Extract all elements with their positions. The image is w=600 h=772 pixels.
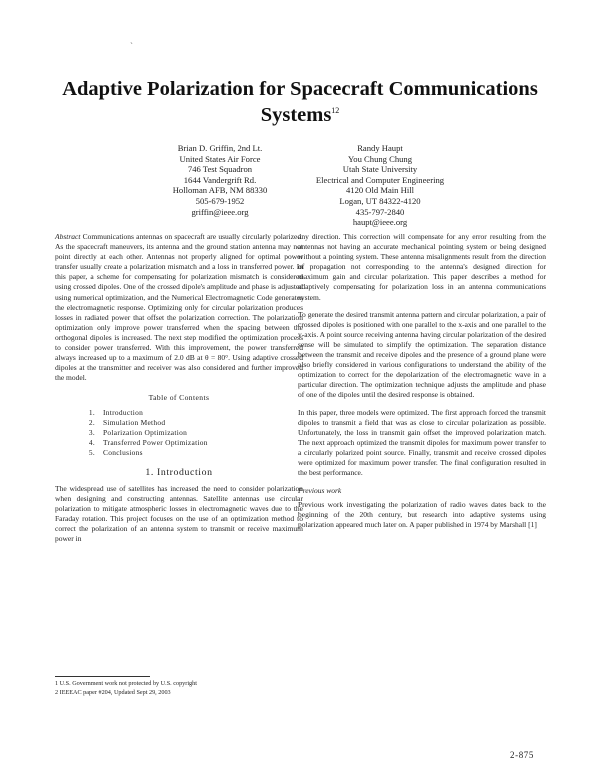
author-line: Brian D. Griffin, 2nd Lt.	[177, 143, 263, 153]
author-email: haupt@ieee.org	[352, 217, 408, 228]
abstract	[55, 232, 303, 383]
toc-label: Introduction	[103, 407, 144, 417]
author-line: 746 Test Squadron	[187, 164, 253, 175]
author-line: 1644 Vandergrift Rd.	[183, 174, 257, 185]
left-column	[55, 232, 303, 551]
toc-item	[55, 438, 303, 448]
subheading-previous-work: Previous work	[298, 486, 342, 496]
toc-label: Simulation Method	[103, 417, 166, 427]
toc-item	[55, 408, 303, 418]
toc-number: 3.	[88, 427, 95, 437]
author-line: Utah State University	[342, 164, 418, 175]
footnote: 1 U.S. Government work not protected by U.S. copyright	[55, 680, 197, 687]
author-line: Electrical and Computer Engineering	[315, 174, 445, 185]
abstract-text: Communications antennas on spacecraft are usually circularly polarized. As the spacecraft maneuvers, its antenna and the ground station antenna may not point directly at each other. Antennas not properly aligned for optimal power transfer usually create a polarization mismatch and a loss in transferred power. In this paper, a scheme for compensating for polarization mismatch is considered using crossed dipoles. One of the crossed dipole's amplitude and phase is adjusted using numerical optimization, and the Numerical Electromagnetic Code generates the electromagnetic response. Optimizing only for circular polarization produces losses in radiated power that offset the polarization correction. The polarization optimization only improve power transferred when the spacing between the orthogonal dipoles is increased. The next step modified the optimization process to consider power transferred. With this improvement, the power transferred always increased up to a maximum of 2.0 dB at θ = 80°. Using adaptive crossed dipoles at the transmitter and receiver was also considered and further improved the model.	[55, 232, 303, 383]
title-footnote-marks: 12	[331, 106, 340, 115]
toc-item	[55, 418, 303, 428]
toc-number: 5.	[88, 447, 95, 457]
footnote: 2 IEEEAC paper #204, Updated Sept 29, 2003	[55, 688, 171, 696]
table-of-contents	[55, 408, 303, 458]
author-block-griffin	[145, 143, 295, 217]
author-line: 505-679-1952	[195, 195, 245, 206]
title-line-2	[0, 100, 600, 126]
section-heading-introduction: 1. Introduction	[145, 466, 213, 478]
toc-label: Transferred Power Optimization	[103, 437, 208, 447]
toc-number: 1.	[88, 407, 95, 417]
body-paragraph: In this paper, three models were optimized. The first approach forced the transmit dipoles to transmit a field that was as close to circular polarization as possible. Unfortunately, the loss in transmit gain offset the improved polarization match. The next approach optimized the transmit dipoles for maximum power transfer to a circularly polarized point source. Finally, transmit and receive crossed dipoles were optimized for maximum power transfer. The final configuration resulted in the best performance.	[298, 407, 546, 478]
stray-mark: `	[130, 41, 133, 51]
title-line-1: Adaptive Polarization for Spacecraft Communications	[62, 78, 538, 100]
body-paragraph: Previous work investigating the polarization of radio waves dates back to the beginning of the 20th century, but research into adaptive systems using polarization appeared much later on. A paper published in 1974 by Marshall [1]	[298, 500, 546, 530]
author-line: 4120 Old Main Hill	[345, 185, 415, 196]
author-email: griffin@ieee.org	[191, 206, 249, 217]
body-paragraph: To generate the desired transmit antenna pattern and circular polarization, a pair of crossed dipoles is positioned with one parallel to the x-axis and one parallel to the y-axis. A point source receiving antenna having circular polarization of the desired sense will be simulated to simplify the optimization. The separation distance between the transmit and receive dipoles and the presence of a ground plane were also briefly considered in various configurations to understand the ability of the optimization to correct for the depolarization of the electromagnetic wave in a particular direction. The optimization technique adjusts the amplitude and phase of one of the dipoles until the desired response is obtained.	[298, 309, 546, 400]
toc-number: 4.	[88, 437, 95, 447]
author-line: Logan, UT 84322-4120	[339, 195, 421, 206]
body-paragraph: any direction. This correction will compensate for any error resulting from the antennas not having an accurate mechanical pointing system or being designed without a pointing system. These antenna misalignments result from the direction of propagation not corresponding to the antenna's designed direction for maximum gain and circular polarization. This paper describes a method for adaptively compensating for polarization loss in an antenna communications system.	[298, 232, 546, 302]
footnotes	[55, 676, 303, 697]
author-line: Randy Haupt	[357, 143, 403, 153]
author-block-haupt	[295, 143, 465, 228]
title-line-2-text: Systems	[260, 103, 332, 126]
author-line: United States Air Force	[179, 153, 261, 164]
toc-number: 2.	[88, 417, 95, 427]
paper-title	[0, 78, 600, 126]
toc-item	[55, 428, 303, 438]
toc-item	[55, 448, 303, 458]
toc-heading: Table of Contents	[148, 393, 210, 403]
author-line: 435-797-2840	[355, 206, 405, 217]
abstract-label: Abstract	[55, 232, 81, 241]
page-number: 2-875	[510, 750, 534, 760]
footnote-rule	[55, 676, 150, 677]
toc-label: Conclusions	[103, 447, 143, 457]
right-column	[298, 232, 546, 538]
toc-label: Polarization Optimization	[103, 427, 188, 437]
author-line: You Chung Chung	[347, 153, 413, 164]
author-line: Holloman AFB, NM 88330	[172, 185, 268, 196]
intro-paragraph: The widespread use of satellites has increased the need to consider polarization when designing and constructing antennas. Satellite antennas use circular polarization to mitigate atmospheric losses in electromagnetic waves due to the Faraday rotation. This project focuses on the use of an optimization method to correct the polarization of an antenna system to transmit or receive maximum power in	[55, 483, 303, 544]
